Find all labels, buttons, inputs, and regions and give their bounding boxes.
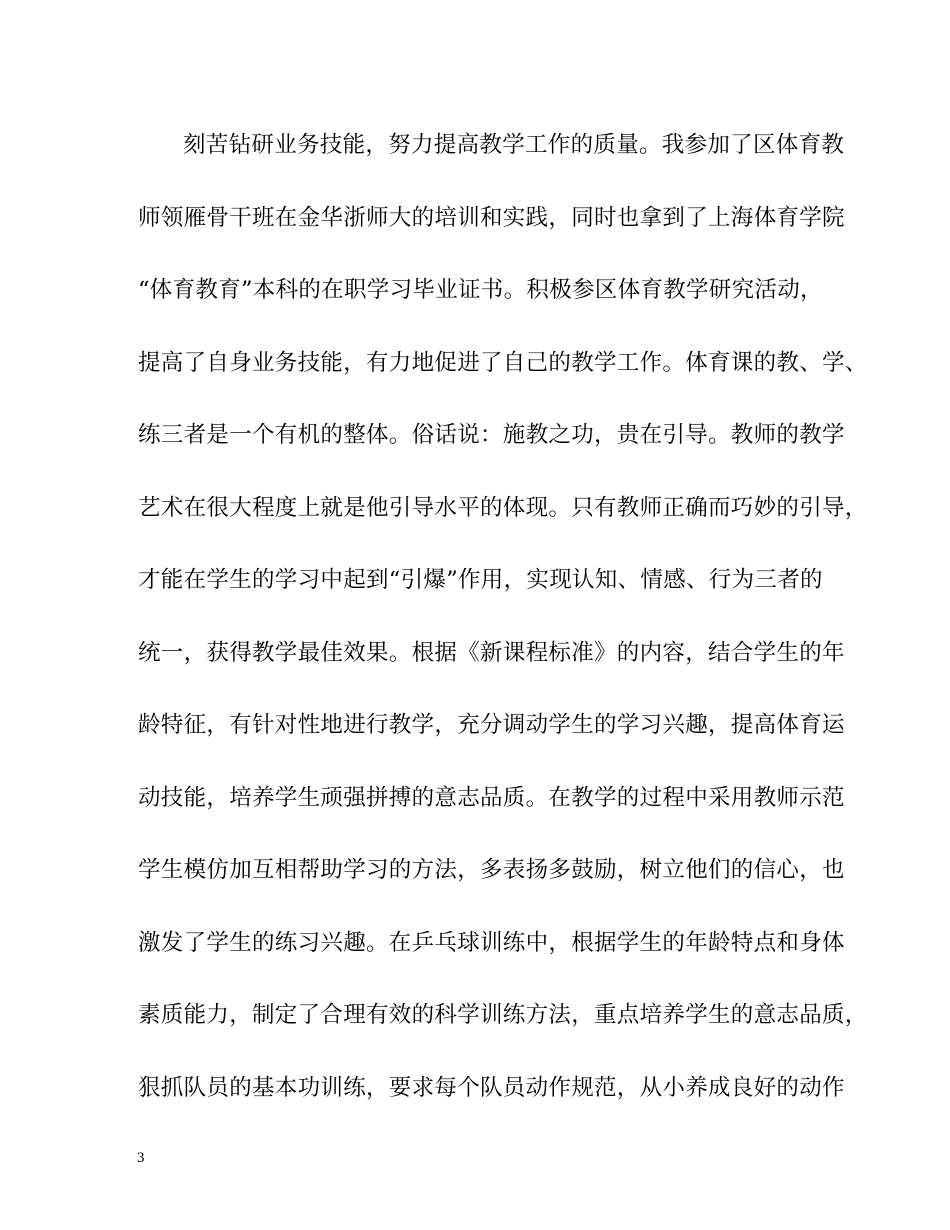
text-line: 学生模仿加互相帮助学习的方法，多表扬多鼓励，树立他们的信心，也: [138, 857, 845, 883]
text-line: 素质能力，制定了合理有效的科学训练方法，重点培养学生的意志品质，: [138, 1002, 868, 1028]
body-text: [138, 125, 868, 1140]
text-line: 师领雁骨干班在金华浙师大的培训和实践，同时也拿到了上海体育学院: [138, 204, 845, 231]
text-line: 狠抓队员的基本功训练，要求每个队员动作规范，从小养成良好的动作: [138, 1074, 845, 1101]
page-number: 3: [137, 1150, 145, 1166]
text-line: 艺术在很大程度上就是他引导水平的体现。只有教师正确而巧妙的引导，: [138, 494, 868, 521]
text-line: 才能在学生的学习中起到“引爆”作用，实现认知、情感、行为三者的: [138, 567, 823, 593]
text-line: 提高了自身业务技能，有力地促进了自己的教学工作。体育课的教、学、: [138, 349, 868, 376]
text-line: 动技能，培养学生顽强拼搏的意志品质。在教学的过程中采用教师示范: [138, 784, 845, 811]
text-line: 练三者是一个有机的整体。俗话说：施教之功，贵在引导。教师的教学: [138, 422, 845, 448]
text-line: “体育教育”本科的在职学习毕业证书。积极参区体育教学研究活动，: [138, 277, 823, 303]
text-line: 刻苦钻研业务技能，努力提高教学工作的质量。我参加了区体育教: [183, 132, 845, 158]
text-line: 龄特征，有针对性地进行教学，充分调动学生的学习兴趣，提高体育运: [138, 712, 845, 738]
text-line: 激发了学生的练习兴趣。在乒乓球训练中，根据学生的年龄特点和身体: [138, 929, 845, 956]
text-line: 统一，获得教学最佳效果。根据《新课程标准》的内容，结合学生的年: [138, 639, 845, 666]
